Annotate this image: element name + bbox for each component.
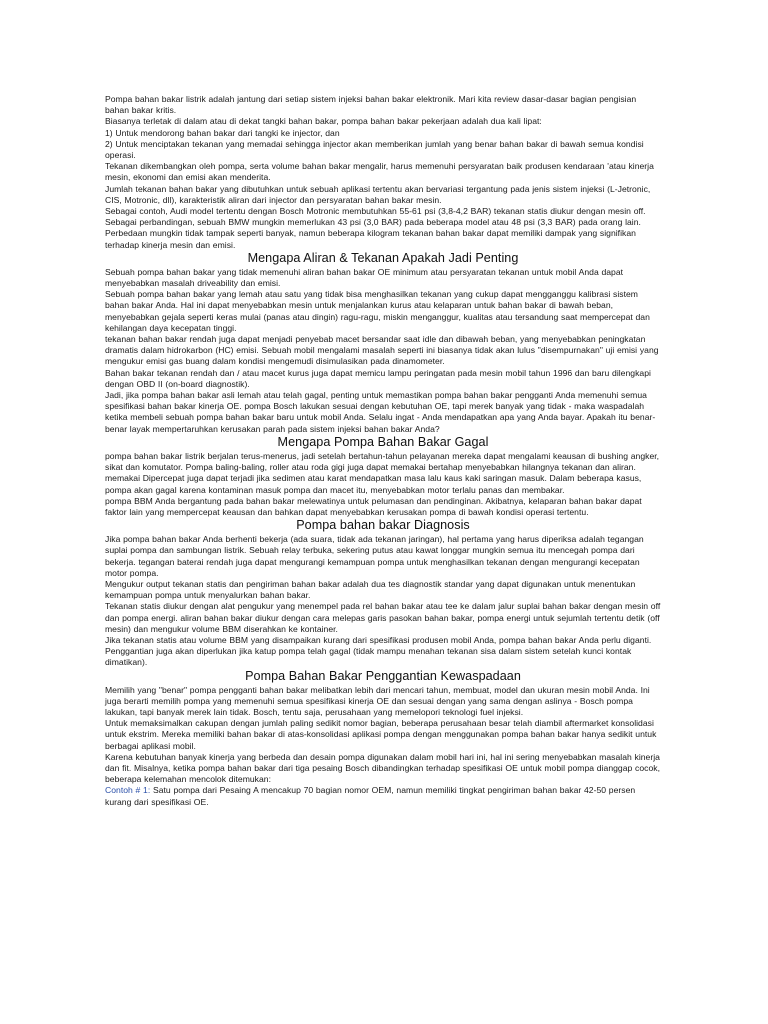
section-paragraph: Jika pompa bahan bakar Anda berhenti bekerja (ada suara, tidak ada tekanan jaringan), hal pertama yang harus diperiksa adalah tegangan suplai pompa dan sambungan listrik. Sebuah relay terbuka, sekering putus atau kawat longgar mungkin semua itu mencegah pompa dari bekerja. tegangan baterai rendah juga dapat mengurangi kemampuan pompa untuk menghasilkan tekanan dengan mengurangi kecepatan motor pompa.	[105, 534, 644, 578]
section-diagnosis	[105, 518, 661, 668]
section-paragraph: Memilih yang "benar" pompa pengganti bahan bakar melibatkan lebih dari mencari tahun, membuat, model dan ukuran mesin mobil Anda. Ini juga berarti memilih pompa yang memenuhi semua spesifikasi kinerja OE dan sesuai dengan yang sama dengan aslinya - Bosch pompa lakukan, tapi banyak merek lain tidak. Bosch, tentu saja, perusahaan yang memelopori teknologi fuel injeksi.	[105, 684, 650, 717]
section-paragraph: pompa BBM Anda bergantung pada bahan bakar melewatinya untuk pelumasan dan pendinginan. Akibatnya, kelaparan bahan bakar dapat faktor lain yang mempercepat keausan dan bahkan dapat menyebabkan kerusakan pompa di bawah kondisi operasi tertentu.	[105, 495, 642, 517]
section-paragraph: Jadi, jika pompa bahan bakar asli lemah atau telah gagal, penting untuk memastikan pompa bahan bakar pengganti Anda memenuhi semua spesifikasi bahan bakar kinerja OE. pompa Bosch lakukan sesuai dengan kebutuhan OE, tapi merek banyak yang tidak - maka waspadalah ketika membeli sebuah pompa bahan bakar baru untuk mobil Anda. Selalu ingat - Anda mendapatkan apa yang Anda bayar. Apakah itu benar-benar layak mempertaruhkan kerusakan parah pada sistem injeksi bahan bakar Anda?	[105, 390, 656, 434]
section-heading: Mengapa Pompa Bahan Bakar Gagal	[277, 434, 489, 449]
section-heading: Pompa Bahan Bakar Penggantian Kewaspadaan	[245, 668, 521, 683]
section-paragraph: Tekanan statis diukur dengan alat pengukur yang menempel pada rel bahan bakar atau tee ke dalam jalur suplai bahan bakar dengan mesin off dan pompa energi. aliran bahan bakar diukur dengan cara melepas garis pasokan bahan bakar, pompa energi untuk sejumlah tertentu detik (off mesin) dan mengukur volume BBM diserahkan ke kontainer.	[105, 601, 661, 634]
intro-paragraph: Tekanan dikembangkan oleh pompa, serta volume bahan bakar mengalir, harus memenuhi persyaratan baik produsen kendaraan 'atau kinerja mesin, ekonomi dan emisi akan menderita.	[105, 161, 654, 183]
section-paragraph: memakai Dipercepat juga dapat terjadi jika sedimen atau karat mendapatkan masa lalu kaus kaki saringan masuk. Dalam beberapa kasus, pompa akan gagal karena kontaminan masuk pompa dan macet itu, menyebabkan motor terlalu panas dan membakar.	[105, 473, 642, 495]
section-paragraph: Sebuah pompa bahan bakar yang lemah atau satu yang tidak bisa menghasilkan tekanan yang cukup dapat mengganggu kalibrasi sistem bahan bakar Anda. Hal ini dapat menyebabkan mesin untuk menjalankan kurus atau kelaparan untuk bahan bakar di bawah beban, menyebabkan gejala seperti keras mulai (panas atau dingin) ragu-ragu, miskin menganggur, kualitas atau tersandung saat mempercepat dan kehilangan daya kecepatan tinggi.	[105, 289, 650, 333]
intro-paragraph: Sebagai contoh, Audi model tertentu dengan Bosch Motronic membutuhkan 55-61 psi (3,8-4,2 BAR) tekanan statis diukur dengan mesin off. Sebagai perbandingan, sebuah BMW mungkin memerlukan 43 psi (3,0 BAR) pada beberapa model atau 48 psi (3,3 BAR) pada orang lain. Perbedaan mungkin tidak tampak seperti banyak, namun beberapa kilogram tekanan bahan bakar dapat memiliki dampak yang signifikan terhadap kinerja mesin dan emisi.	[105, 206, 646, 250]
section-paragraph: Mengukur output tekanan statis dan pengiriman bahan bakar adalah dua tes diagnostik standar yang dapat digunakan untuk menentukan kemampuan pompa untuk menyalurkan bahan bakar.	[105, 578, 636, 601]
section-paragraph: Sebuah pompa bahan bakar yang tidak memenuhi aliran bahan bakar OE minimum atau persyaratan tekanan untuk mobil Anda dapat menyebabkan masalah driveability dan emisi.	[105, 266, 624, 289]
intro-paragraph: Biasanya terletak di dalam atau di dekat tangki bahan bakar, pompa bahan bakar pekerjaan adalah dua kali lipat:	[105, 116, 542, 127]
example-label: Contoh # 1:	[105, 785, 151, 796]
section-pump-failure	[105, 435, 661, 518]
section-paragraph: tekanan bahan bakar rendah juga dapat menjadi penyebab macet bersandar saat idle dan dibawah beban, yang menyebabkan peningkatan dramatis dalam hidrokarbon (HC) emisi. Sebuah mobil mengalami masalah seperti ini biasanya tidak akan lulus "disempurnakan" uji emisi yang mengukur emisi gas buang dalam kondisi mengemudi disimulasikan pada dinamometer.	[105, 334, 659, 367]
section-paragraph: pompa bahan bakar listrik berjalan terus-menerus, jadi setelah bertahun-tahun pelayanan mereka dapat mengalami keausan di bushing angker, sikat dan komutator. Pompa baling-baling, roller atau roda gigi juga dapat memakai bertahap menyebabkan hilangnya tekanan dan aliran.	[105, 450, 660, 473]
section-paragraph: Bahan bakar tekanan rendah dan / atau macet kurus juga dapat memicu lampu peringatan pada mesin mobil tahun 1996 dan baru dilengkapi dengan OBD II (on-board diagnostik).	[105, 367, 651, 389]
section-paragraph: Untuk memaksimalkan cakupan dengan jumlah paling sedikit nomor bagian, beberapa perusahaan besar telah diambil aftermarket konsolidasi untuk ekstrim. Mereka memiliki bahan bakar di atas-konsolidasi aplikasi pompa dengan menggunakan pompa bahan bakar hanya sedikit untuk berbagai aplikasi mobil.	[105, 718, 657, 751]
section-replacement	[105, 669, 661, 808]
example-text: Satu pompa dari Pesaing A mencakup 70 bagian nomor OEM, namun memiliki tingkat pengiriman bahan bakar 42-50 persen kurang dari spesifikasi OE.	[105, 785, 636, 807]
intro-list-item: 1) Untuk mendorong bahan bakar dari tangki ke injector, dan	[105, 127, 340, 138]
intro-list-item: 2) Untuk menciptakan tekanan yang memadai sehingga injector akan memberikan jumlah yang benar bahan bakar di bawah semua kondisi operasi.	[105, 138, 644, 161]
intro-section	[105, 94, 661, 251]
section-paragraph: Karena kebutuhan banyak kinerja yang berbeda dan desain pompa digunakan dalam mobil hari ini, hal ini sering menyebabkan masalah kinerja dan fit. Misalnya, ketika pompa bahan bakar dari tiga pesaing Bosch dibandingkan terhadap spesifikasi OE untuk mobil pompa dianggap cocok, beberapa kelemahan mencolok ditemukan:	[105, 751, 660, 785]
intro-paragraph: Jumlah tekanan bahan bakar yang dibutuhkan untuk sebuah aplikasi tertentu akan bervariasi tergantung pada jenis sistem injeksi (L-Jetronic, CIS, Motronic, dll), karakteristik aliran dari injector dan persyaratan bahan bakar mesin.	[105, 183, 651, 205]
section-flow-pressure	[105, 251, 661, 435]
example-paragraph	[105, 785, 661, 807]
section-heading: Pompa bahan bakar Diagnosis	[296, 518, 470, 533]
document-page	[105, 94, 661, 808]
section-paragraph: Jika tekanan statis atau volume BBM yang disampaikan kurang dari spesifikasi produsen mobil Anda, pompa bahan bakar Anda perlu diganti. Penggantian juga akan diperlukan jika katup pompa telah gagal (tidak mampu menahan tekanan sisa dalam sistem setelah kunci kontak dimatikan).	[105, 634, 652, 668]
intro-paragraph: Pompa bahan bakar listrik adalah jantung dari setiap sistem injeksi bahan bakar elektronik. Mari kita review dasar-dasar bagian pengisian bahan bakar kritis.	[105, 94, 637, 116]
section-heading: Mengapa Aliran & Tekanan Apakah Jadi Penting	[247, 250, 519, 265]
